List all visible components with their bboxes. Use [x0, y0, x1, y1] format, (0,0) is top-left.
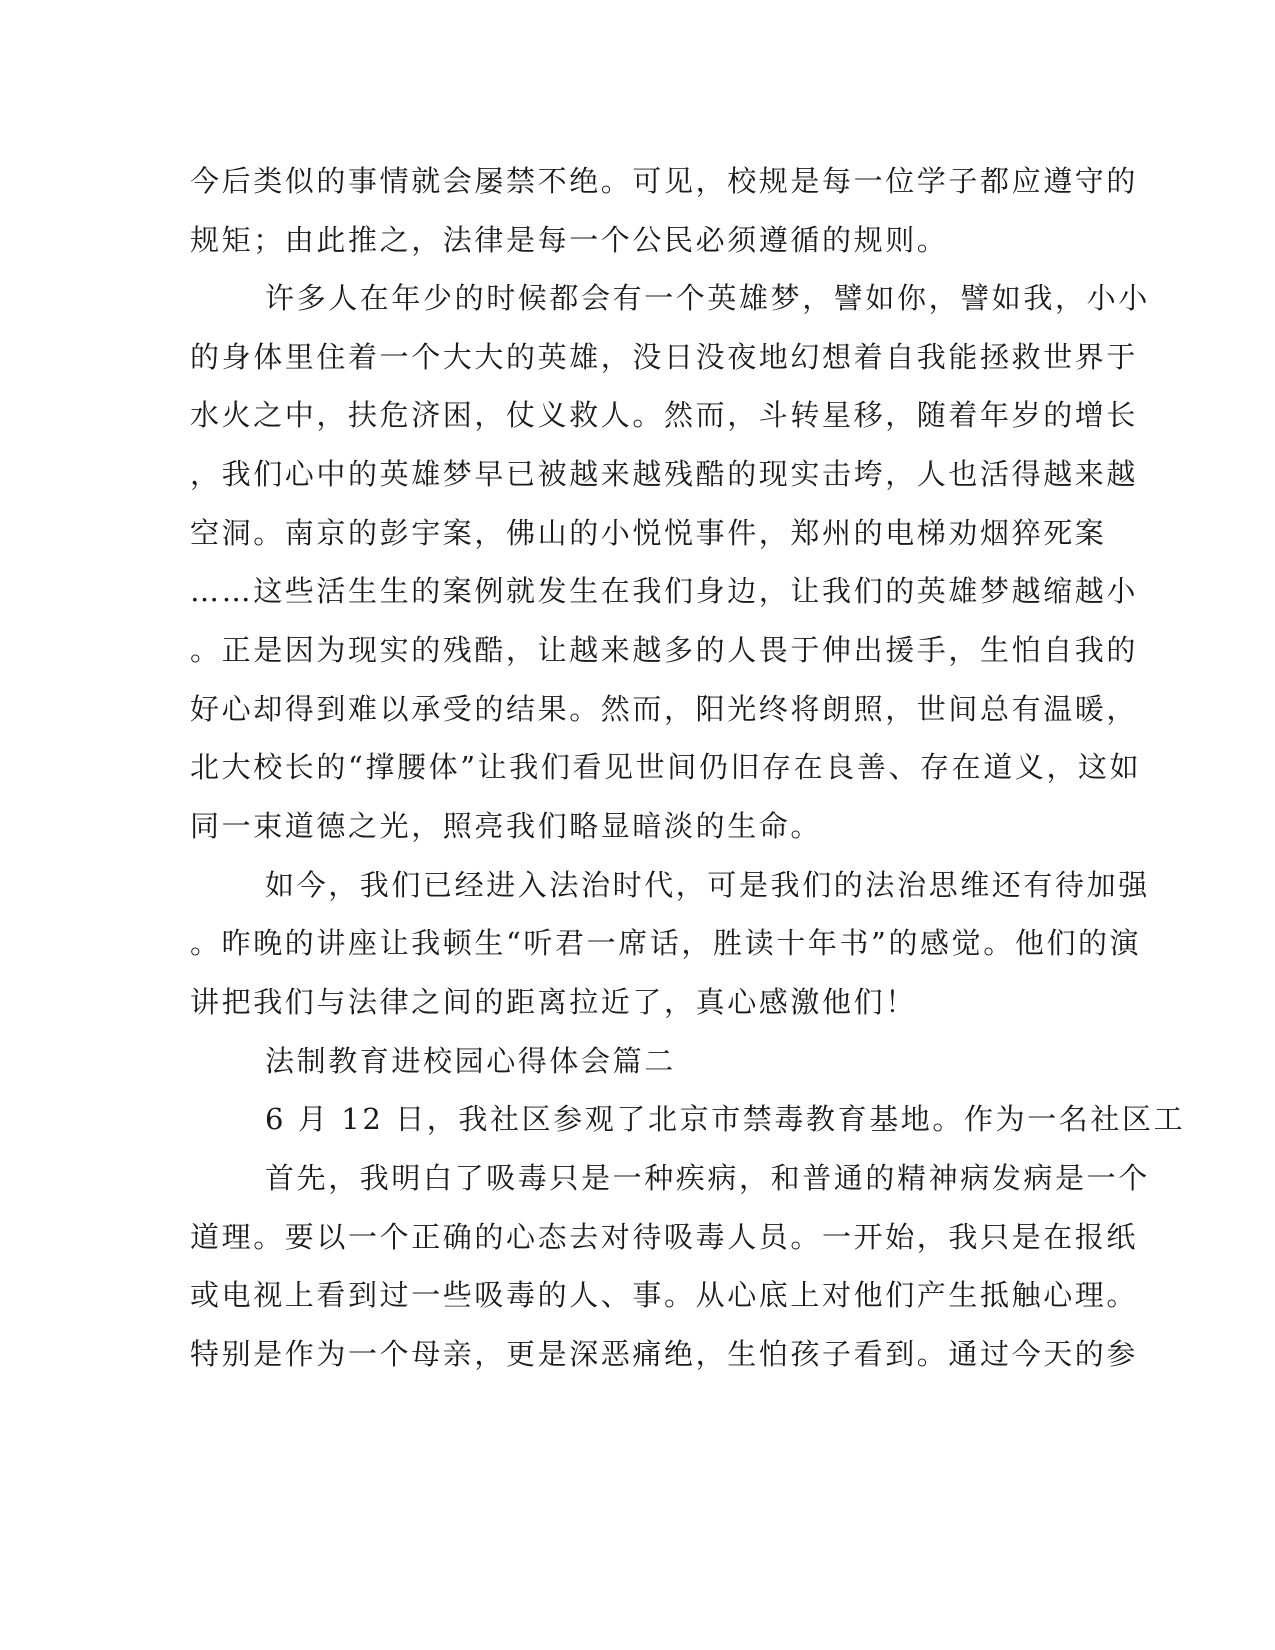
text-line: 。昨晚的讲座让我顿生“听君一席话，胜读十年书”的感觉。他们的演	[190, 926, 1142, 960]
paragraph-first-line: 如今，我们已经进入法治时代，可是我们的法治思维还有待加强	[265, 868, 1150, 902]
text-line: 同一束道德之光，照亮我们略显暗淡的生命。	[190, 809, 823, 843]
section-heading: 法制教育进校园心得体会篇二	[265, 1044, 676, 1078]
text-line: 北大校长的“撑腰体”让我们看见世间仍旧存在良善、存在道义，这如	[190, 750, 1142, 784]
paragraph-first-line: 6 月 12 日，我社区参观了北京市禁毒教育基地。作为一名社区工	[265, 1102, 1186, 1136]
text-line: 或电视上看到过一些吸毒的人、事。从心底上对他们产生抵触心理。	[190, 1278, 1139, 1312]
text-line: 水火之中，扶危济困，仗义救人。然而，斗转星移，随着年岁的增长	[190, 398, 1139, 432]
text-line: ，我们心中的英雄梦早已被越来越残酷的现实击垮，人也活得越来越	[190, 457, 1139, 491]
text-line: 今后类似的事情就会屡禁不绝。可见，校规是每一位学子都应遵守的	[190, 164, 1139, 198]
text-line: 。正是因为现实的残酷，让越来越多的人畏于伸出援手，生怕自我的	[190, 633, 1139, 667]
paragraph-first-line: 首先，我明白了吸毒只是一种疾病，和普通的精神病发病是一个	[265, 1161, 1150, 1195]
text-line: 的身体里住着一个大大的英雄，没日没夜地幻想着自我能拯救世界于	[190, 340, 1139, 374]
text-line: 特别是作为一个母亲，更是深恶痛绝，生怕孩子看到。通过今天的参	[190, 1337, 1139, 1371]
text-line: ……这些活生生的案例就发生在我们身边，让我们的英雄梦越缩越小	[190, 574, 1139, 608]
text-line: 道理。要以一个正确的心态去对待吸毒人员。一开始，我只是在报纸	[190, 1220, 1139, 1254]
text-line: 规矩；由此推之，法律是每一个公民必须遵循的规则。	[190, 223, 949, 257]
text-line: 讲把我们与法律之间的距离拉近了，真心感激他们！	[190, 985, 917, 1019]
paragraph-first-line: 许多人在年少的时候都会有一个英雄梦，譬如你，譬如我，小小	[265, 281, 1150, 315]
text-line: 空洞。南京的彭宇案，佛山的小悦悦事件，郑州的电梯劝烟猝死案	[190, 516, 1107, 550]
text-line: 好心却得到难以承受的结果。然而，阳光终将朗照，世间总有温暖，	[190, 692, 1139, 726]
